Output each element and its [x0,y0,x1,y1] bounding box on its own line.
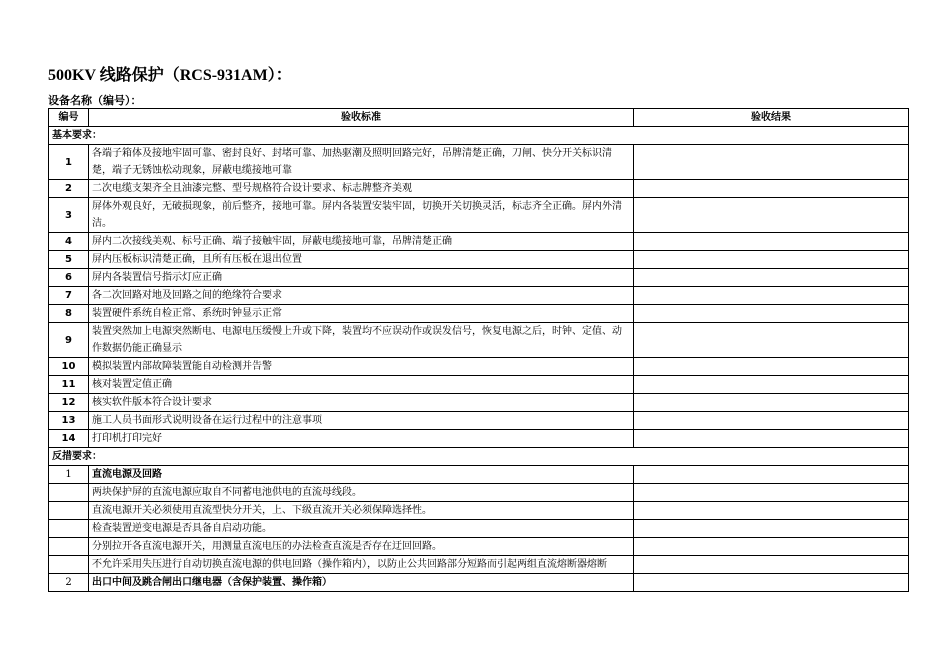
section-row-anti [49,448,909,466]
row-result-cell[interactable] [634,538,909,556]
row-number: 10 [49,358,89,376]
row-result-cell[interactable] [634,287,909,305]
section-label-basic: 基本要求： [49,127,909,145]
row-number: 13 [49,412,89,430]
row-standard: 不允许采用失压进行自动切换直流电源的供电回路（操作箱内），以防止公共回路部分短路而引起两组直流熔断器熔断 [89,556,634,574]
row-standard: 核实软件版本符合设计要求 [89,394,634,412]
page-title: 500KV 线路保护（RCS-931AM）： [48,67,292,84]
row-standard: 检查装置逆变电源是否具备自启动功能。 [89,520,634,538]
row-number: 14 [49,430,89,448]
row-number: 12 [49,394,89,412]
group-number: 2 [49,574,89,592]
table-row [49,430,909,448]
table-row [49,233,909,251]
row-standard: 各二次回路对地及回路之间的绝缘符合要求 [89,287,634,305]
row-result-cell[interactable] [634,412,909,430]
row-standard: 屏内压板标识清楚正确，且所有压板在退出位置 [89,251,634,269]
row-standard: 施工人员书面形式说明设备在运行过程中的注意事项 [89,412,634,430]
row-result-cell[interactable] [634,145,909,180]
row-number [49,484,89,502]
table-row [49,198,909,233]
row-result-cell[interactable] [634,233,909,251]
group-heading-row [49,466,909,484]
row-number [49,538,89,556]
row-standard: 装置硬件系统自检正常、系统时钟显示正常 [89,305,634,323]
row-standard: 两块保护屏的直流电源应取自不同蓄电池供电的直流母线段。 [89,484,634,502]
row-number [49,520,89,538]
group-heading: 出口中间及跳合闸出口继电器（含保护装置、操作箱） [89,574,634,592]
table-row [49,287,909,305]
table-row [49,376,909,394]
row-result-cell[interactable] [634,574,909,592]
table-row [49,180,909,198]
row-result-cell[interactable] [634,520,909,538]
row-standard: 分别拉开各直流电源开关，用测量直流电压的办法检查直流是否存在迂回回路。 [89,538,634,556]
row-standard: 屏体外观良好，无破损现象，前后整齐，接地可靠。屏内各装置安装牢固，切换开关切换灵活，标志齐全正确。屏内外清洁。 [89,198,634,233]
section-label-anti: 反措要求： [49,448,909,466]
row-number: 3 [49,198,89,233]
row-standard: 装置突然加上电源突然断电、电源电压缓慢上升或下降，装置均不应误动作或误发信号，恢复电源之后，时钟、定值、动作数据仍能正确显示 [89,323,634,358]
row-result-cell[interactable] [634,376,909,394]
table-row [49,502,909,520]
row-standard: 各端子箱体及接地牢固可靠、密封良好、封堵可靠、加热驱潮及照明回路完好，吊牌清楚正确，刀闸、快分开关标识清楚，端子无锈蚀松动现象，屏蔽电缆接地可靠 [89,145,634,180]
table-row [49,538,909,556]
row-number: 8 [49,305,89,323]
row-standard: 直流电源开关必须使用直流型快分开关，上、下级直流开关必须保障选择性。 [89,502,634,520]
row-number: 4 [49,233,89,251]
row-result-cell[interactable] [634,430,909,448]
row-standard: 屏内各装置信号指示灯应正确 [89,269,634,287]
section-row-basic [49,127,909,145]
row-result-cell[interactable] [634,269,909,287]
row-number: 9 [49,323,89,358]
row-result-cell[interactable] [634,305,909,323]
table-row [49,484,909,502]
row-number: 11 [49,376,89,394]
row-result-cell[interactable] [634,502,909,520]
acceptance-table [48,108,909,592]
table-row [49,412,909,430]
row-result-cell[interactable] [634,251,909,269]
row-result-cell[interactable] [634,466,909,484]
device-name-label: 设备名称（编号）： [48,94,142,107]
row-result-cell[interactable] [634,556,909,574]
row-standard: 模拟装置内部故障装置能自动检测并告警 [89,358,634,376]
row-standard: 核对装置定值正确 [89,376,634,394]
table-row [49,323,909,358]
row-number [49,556,89,574]
table-row [49,556,909,574]
header-result: 验收结果 [634,109,909,127]
row-result-cell[interactable] [634,198,909,233]
group-heading-row [49,574,909,592]
table-row [49,269,909,287]
row-number: 6 [49,269,89,287]
row-number: 7 [49,287,89,305]
row-standard: 打印机打印完好 [89,430,634,448]
table-row [49,358,909,376]
header-no: 编号 [49,109,89,127]
table-row [49,305,909,323]
group-number: 1 [49,466,89,484]
row-result-cell[interactable] [634,484,909,502]
group-heading: 直流电源及回路 [89,466,634,484]
table-row [49,394,909,412]
table-row [49,145,909,180]
row-number: 2 [49,180,89,198]
row-result-cell[interactable] [634,358,909,376]
row-standard: 屏内二次接线美观、标号正确、端子接触牢固，屏蔽电缆接地可靠，吊牌清楚正确 [89,233,634,251]
row-number [49,502,89,520]
row-result-cell[interactable] [634,394,909,412]
header-standard: 验收标准 [89,109,634,127]
table-row [49,520,909,538]
row-number: 5 [49,251,89,269]
table-header-row [49,109,909,127]
row-number: 1 [49,145,89,180]
row-result-cell[interactable] [634,323,909,358]
row-result-cell[interactable] [634,180,909,198]
row-standard: 二次电缆支架齐全且油漆完整、型号规格符合设计要求、标志牌整齐美观 [89,180,634,198]
table-row [49,251,909,269]
